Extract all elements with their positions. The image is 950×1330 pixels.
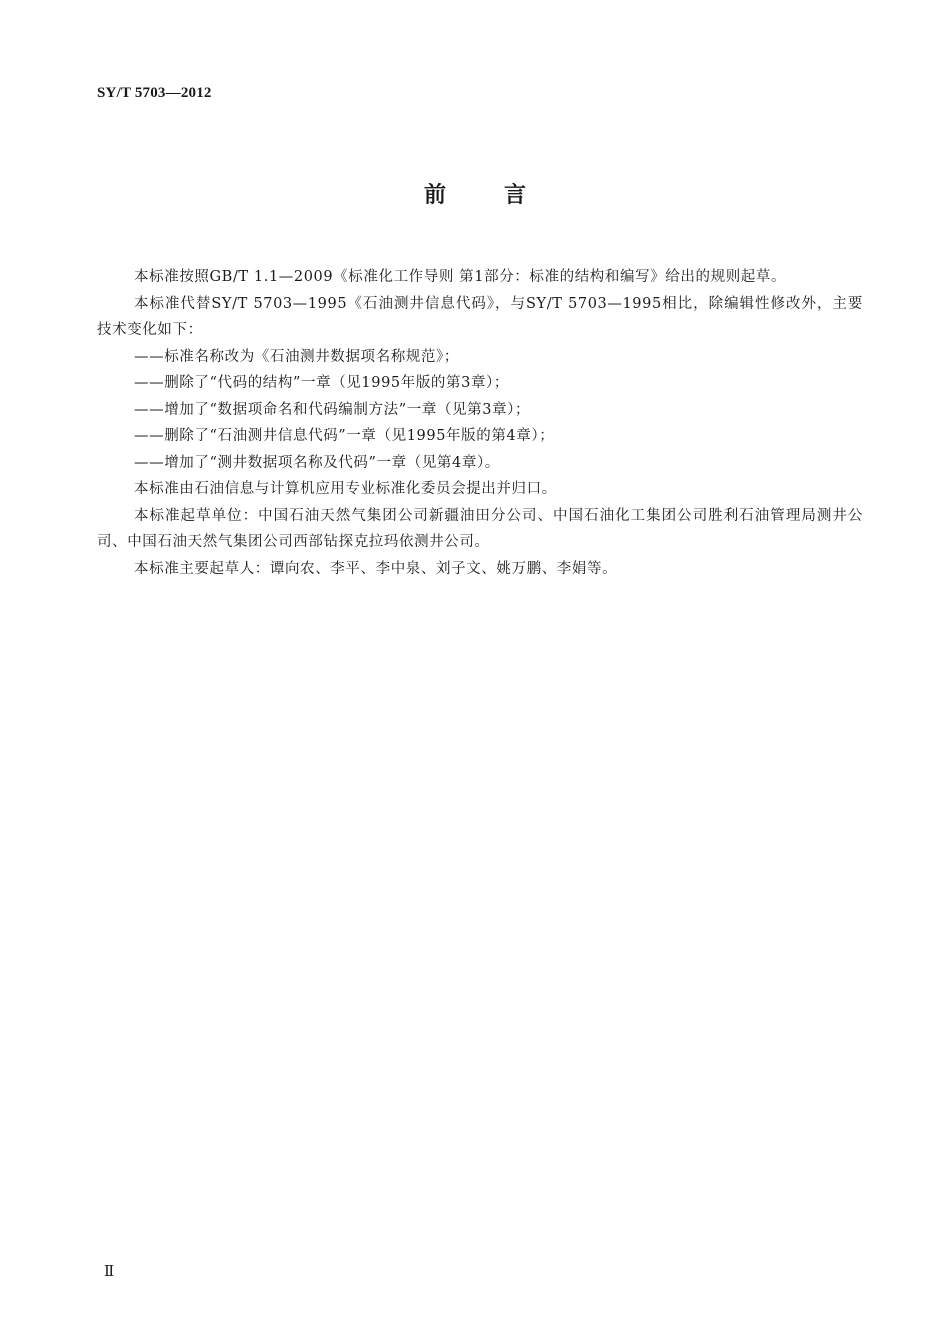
change-item: ——删除了“代码的结构”一章（见1995年版的第3章）； [134, 375, 510, 391]
paragraph-drafters: 本标准主要起草人：谭向农、李平、李中泉、刘子文、姚万鹏、李娟等。 [134, 560, 618, 577]
change-item: ——增加了“数据项命名和代码编制方法”一章（见第3章）； [134, 401, 531, 418]
standard-code-header: SY/T 5703—2012 [97, 85, 212, 101]
change-item: ——删除了“石油测井信息代码”一章（见1995年版的第4章）； [134, 428, 555, 444]
foreword-body [97, 264, 863, 582]
change-item: ——标准名称改为《石油测井数据项名称规范》； [134, 348, 459, 365]
paragraph-drafting-rules: 本标准按照GB/T 1.1—2009《标准化工作导则 第1部分：标准的结构和编写》给出的规则起草。 [134, 269, 787, 285]
change-item: ——增加了“测井数据项名称及代码”一章（见第4章）。 [134, 454, 500, 471]
page-number: Ⅱ [104, 1264, 115, 1280]
paragraph-drafting-units: 本标准起草单位：中国石油天然气集团公司新疆油田分公司、中国石油化工集团公司胜利石油管理局测井公司、中国石油天然气集团公司西部钻探克拉玛依测井公司。 [97, 507, 863, 550]
paragraph-replacement: 本标准代替SY/T 5703—1995《石油测井信息代码》，与SY/T 5703—1995相比，除编辑性修改外，主要技术变化如下： [97, 295, 863, 338]
paragraph-proposer: 本标准由石油信息与计算机应用专业标准化委员会提出并归口。 [134, 481, 557, 497]
page-title: 前言 [423, 183, 584, 208]
